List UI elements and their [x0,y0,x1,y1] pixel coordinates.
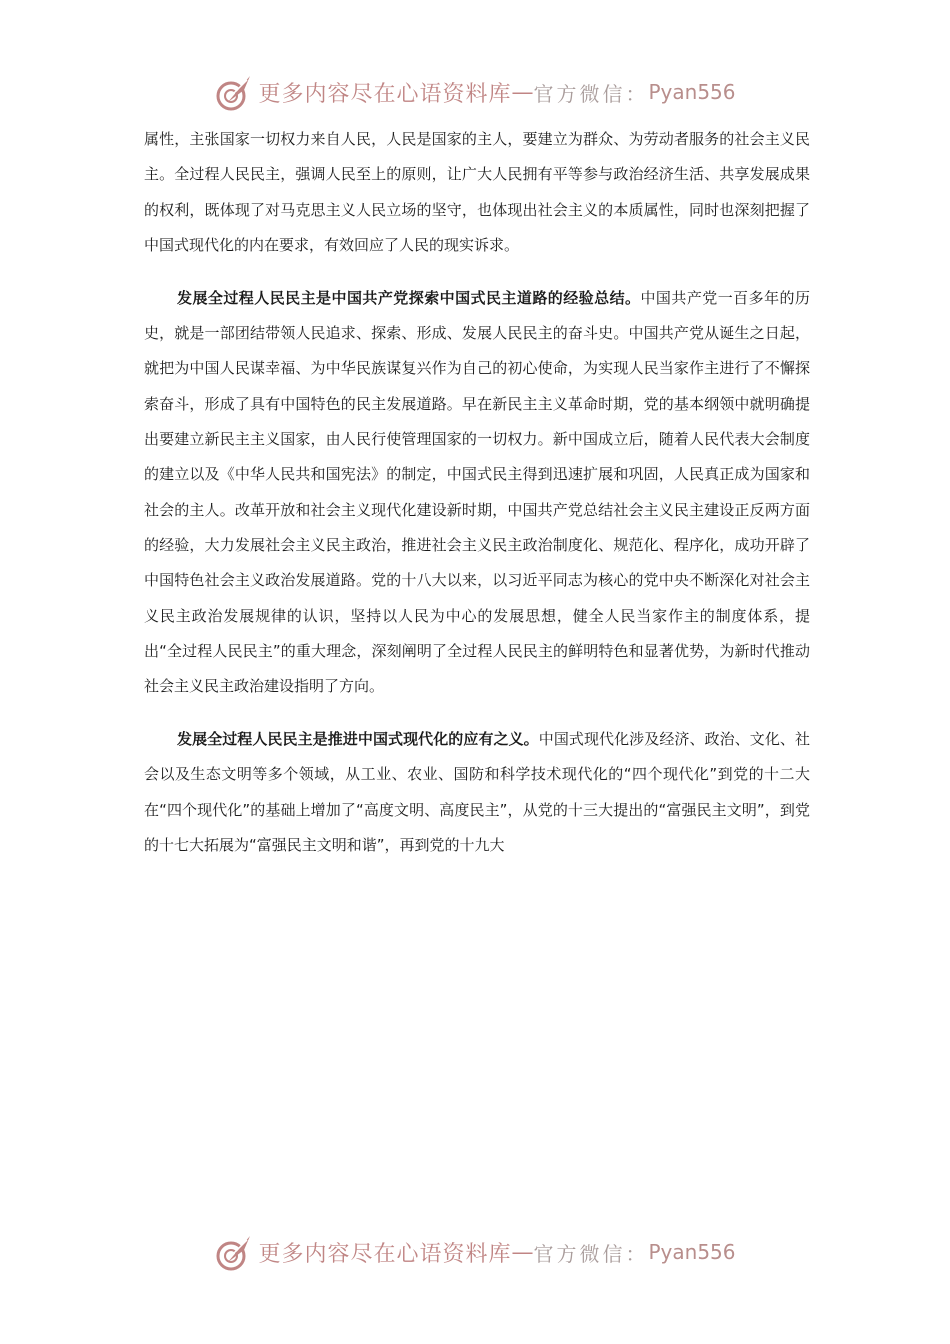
paragraph-2 [144,281,810,705]
banner-wechat-label: 官方微信： [533,81,649,106]
banner-wechat-label: 官方微信： [533,1241,649,1266]
banner-title: 更多内容尽在心语资料库 [258,1241,512,1267]
paragraph-3-body: 中国式现代化涉及经济、政治、文化、社会以及生态文明等多个领域，从工业、农业、国防和科学技术现代化的“四个现代化”到党的十二大在“四个现代化”的基础上增加了“高度文明、高度民主”，从党的十三大提出的“富强民主文明”，到党的十七大拓展为“富强民主文明和谐”，再到党的十九大 [144,730,810,855]
banner-separator: — [511,1239,534,1265]
document-body [144,122,810,881]
paragraph-3-lead: 发展全过程人民民主是推进中国式现代化的应有之义。 [177,730,539,749]
paragraph-2-body: 中国共产党一百多年的历史，就是一部团结带领人民追求、探索、形成、发展人民民主的奋斗史。中国共产党从诞生之日起，就把为中国人民谋幸福、为中华民族谋复兴作为自己的初心使命，为实现人民当家作主进行了不懈探索奋斗，形成了具有中国特色的民主发展道路。早在新民主主义革命时期，党的基本纲领中就明确提出要建立新民主主义国家，由人民行使管理国家的一切权力。新中国成立后，随着人民代表大会制度的建立以及《中华人民共和国宪法》的制定，中国式民主得到迅速扩展和巩固，人民真正成为国家和社会的主人。改革开放和社会主义现代化建设新时期，中国共产党总结社会主义民主建设正反两方面的经验，大力发展社会主义民主政治，推进社会主义民主政治制度化、规范化、程序化，成功开辟了中国特色社会主义政治发展道路。党的十八大以来，以习近平同志为核心的党中央不断深化对社会主义民主政治发展规律的认识，坚持以人民为中心的发展思想，健全人民当家作主的制度体系，提出“全过程人民民主”的重大理念，深刻阐明了全过程人民民主的鲜明特色和显著优势，为新时代推动社会主义民主政治建设指明了方向。 [144,288,810,696]
footer-watermark-banner [0,1228,950,1276]
quill-logo-icon [214,72,254,112]
paragraph-3 [144,722,810,863]
banner-wechat-id: Pyan556 [648,1240,736,1264]
banner-title: 更多内容尽在心语资料库 [258,81,512,107]
header-watermark-banner [0,68,950,116]
paragraph-2-lead: 发展全过程人民民主是中国共产党探索中国式民主道路的经验总结。 [177,288,641,307]
quill-logo-icon [214,1232,254,1272]
paragraph-1 [144,122,810,263]
banner-wechat-id: Pyan556 [648,80,736,104]
paragraph-1-body: 属性，主张国家一切权力来自人民，人民是国家的主人，要建立为群众、为劳动者服务的社会主义民主。全过程人民民主，强调人民至上的原则，让广大人民拥有平等参与政治经济生活、共享发展成果的权利，既体现了对马克思主义人民立场的坚守，也体现出社会主义的本质属性，同时也深刻把握了中国式现代化的内在要求，有效回应了人民的现实诉求。 [144,130,810,254]
banner-separator: — [511,79,534,105]
